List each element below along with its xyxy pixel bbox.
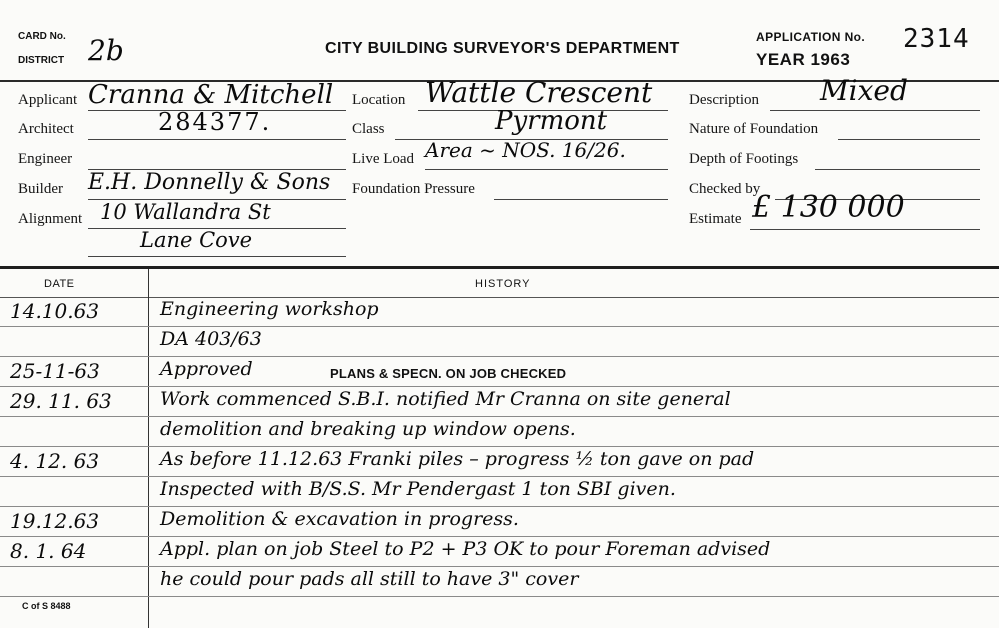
estimate-value: £ 130 000 bbox=[752, 190, 905, 225]
foundation-pressure-line bbox=[494, 199, 668, 200]
history-entry: Inspected with B/S.S. Mr Pendergast 1 ton SBI given. bbox=[160, 478, 676, 500]
history-entry: As before 11.12.63 Franki piles – progress ½ ton gave on pad bbox=[160, 448, 755, 470]
depth-of-footings-label: Depth of Footings bbox=[689, 151, 799, 167]
live-load-value: Area ~ NOS. 16/26. bbox=[425, 138, 626, 162]
year-label: YEAR 1963 bbox=[756, 50, 851, 69]
history-date: 4. 12. 63 bbox=[10, 449, 100, 473]
history-row bbox=[0, 477, 999, 507]
history-entry: demolition and breaking up window opens. bbox=[160, 418, 576, 440]
location-value-2: Pyrmont bbox=[495, 106, 608, 136]
nature-of-foundation-label: Nature of Foundation bbox=[689, 121, 819, 137]
history-top-border bbox=[0, 266, 999, 269]
history-row bbox=[0, 387, 999, 417]
class-label: Class bbox=[352, 121, 385, 137]
history-date: 14.10.63 bbox=[10, 299, 100, 323]
department-title: CITY BUILDING SURVEYOR'S DEPARTMENT bbox=[325, 40, 680, 57]
history-row bbox=[0, 357, 999, 387]
history-date: 25-11-63 bbox=[10, 359, 100, 383]
alignment-line-2 bbox=[88, 256, 346, 257]
live-load-label: Live Load bbox=[352, 151, 415, 167]
description-label: Description bbox=[689, 92, 759, 108]
history-row-rule bbox=[0, 596, 999, 597]
estimate-line bbox=[750, 229, 980, 230]
history-row bbox=[0, 567, 999, 597]
alignment-label: Alignment bbox=[18, 211, 83, 227]
card-no-label: CARD No. bbox=[18, 31, 66, 42]
checked-stamp: PLANS & SPECN. ON JOB CHECKED bbox=[330, 366, 567, 381]
history-row bbox=[0, 447, 999, 477]
alignment-value: 10 Wallandra St bbox=[100, 200, 271, 224]
applicant-value: Cranna & Mitchell bbox=[88, 80, 334, 110]
architect-label: Architect bbox=[18, 121, 74, 137]
architect-value: 284377. bbox=[158, 108, 272, 136]
checked-by-label: Checked by bbox=[689, 181, 761, 197]
history-date: 19.12.63 bbox=[10, 509, 100, 533]
district-value: 2b bbox=[88, 34, 124, 67]
builder-label: Builder bbox=[18, 181, 63, 197]
history-entry: Engineering workshop bbox=[160, 298, 379, 320]
history-date: 8. 1. 64 bbox=[10, 539, 87, 563]
history-row bbox=[0, 537, 999, 567]
live-load-line bbox=[425, 169, 668, 170]
history-entry: Appl. plan on job Steel to P2 + P3 OK to pour Foreman advised bbox=[160, 538, 771, 560]
estimate-label: Estimate bbox=[689, 211, 742, 227]
description-value: Mixed bbox=[820, 74, 908, 107]
history-row bbox=[0, 417, 999, 447]
application-number: 2314 bbox=[903, 24, 970, 54]
history-entry: DA 403/63 bbox=[160, 328, 262, 350]
location-label: Location bbox=[352, 92, 406, 108]
history-header: HISTORY bbox=[475, 278, 531, 290]
nature-of-foundation-line bbox=[838, 139, 980, 140]
district-label: DISTRICT bbox=[18, 55, 65, 66]
foundation-pressure-label: Foundation Pressure bbox=[352, 181, 475, 197]
location-value: Wattle Crescent bbox=[425, 76, 653, 109]
application-label: APPLICATION No. bbox=[756, 30, 866, 44]
history-row bbox=[0, 297, 999, 327]
depth-of-footings-line bbox=[815, 169, 980, 170]
applicant-label: Applicant bbox=[18, 92, 78, 108]
history-date: 29. 11. 63 bbox=[10, 389, 112, 413]
history-row bbox=[0, 327, 999, 357]
history-entry: he could pour pads all still to have 3" cover bbox=[160, 568, 579, 590]
alignment-value-2: Lane Cove bbox=[140, 228, 253, 252]
engineer-label: Engineer bbox=[18, 151, 73, 167]
date-header: DATE bbox=[44, 278, 75, 290]
history-entry: Approved bbox=[160, 358, 253, 380]
builder-value: E.H. Donnelly & Sons bbox=[88, 170, 331, 195]
architect-line bbox=[88, 139, 346, 140]
history-entry: Demolition & excavation in progress. bbox=[160, 508, 519, 530]
form-code: C of S 8488 bbox=[22, 601, 71, 611]
history-entry: Work commenced S.B.I. notified Mr Cranna on site general bbox=[160, 388, 731, 410]
description-line bbox=[770, 110, 980, 111]
history-row bbox=[0, 507, 999, 537]
